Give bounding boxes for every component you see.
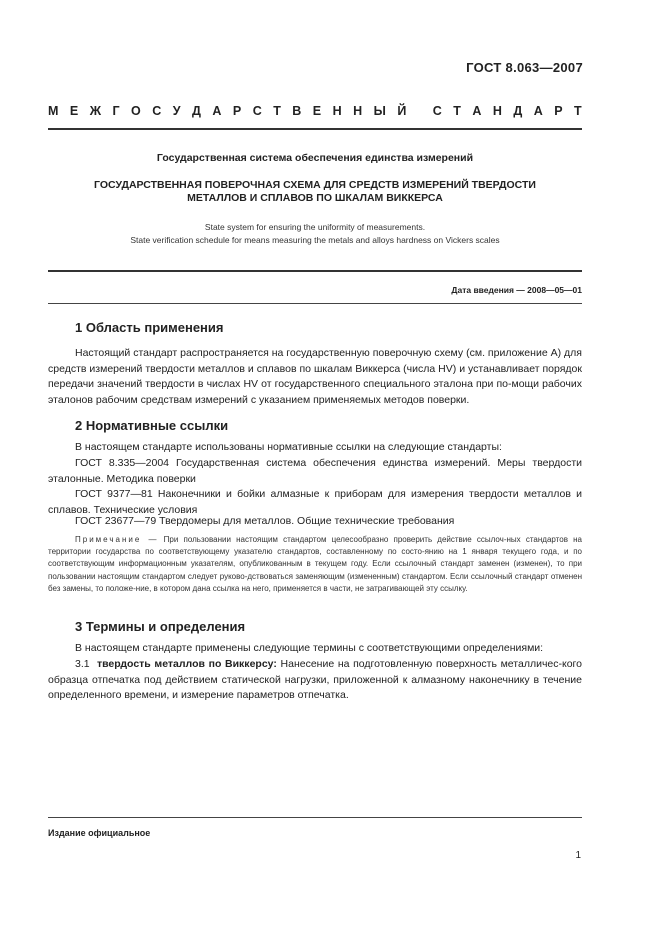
english-title-line-1: State system for ensuring the uniformity of measurements.: [204, 222, 426, 232]
banner-letter: Ы: [373, 104, 386, 118]
banner-letter: Д: [192, 104, 201, 118]
banner-letter: А: [212, 104, 222, 118]
note-label: Примечание —: [75, 535, 159, 544]
reference-3: ГОСТ 23677—79 Твердомеры для металлов. Общие технические требования: [75, 515, 455, 527]
note-text: При пользовании настоящим стандартом целесообразно проверить действие ссылоч-ных стандартов на территории государства по соответствующему указателю стандартов, составленному по состо-янию на 1 января текущего года, и по соответствующим информационным указателям, опубликованным в текущем году. Если ссылочный стандарт заменен (изменен), то при пользовании настоящим стандартом следует руково-дствоваться заменяющим (измененным) стандартом. Если ссылочный стандарт отменен без замены, то положе-ние, в котором дана ссылка на него, применяется в части, не затрагивающей эту ссылку.: [48, 535, 582, 593]
banner-letter: Е: [69, 104, 79, 118]
main-title: [48, 179, 582, 205]
banner-letter: Ж: [89, 104, 102, 118]
title-divider: [48, 270, 582, 272]
banner-letter: О: [131, 104, 141, 118]
note-block: [48, 534, 582, 595]
header-divider: [48, 128, 582, 130]
banner-letter: С: [152, 104, 162, 118]
term-number: 3.1: [75, 658, 90, 670]
date-divider: [48, 303, 582, 304]
banner-letter: Т: [574, 104, 582, 118]
banner-letter: Е: [312, 104, 322, 118]
banner-letter: У: [172, 104, 181, 118]
banner-letter: А: [472, 104, 482, 118]
banner-letter: Н: [332, 104, 342, 118]
banner-letter: Р: [554, 104, 563, 118]
introduction-date: Дата введения — 2008—05—01: [451, 285, 582, 295]
edition-label: Издание официальное: [48, 828, 151, 838]
term-definition: Нанесение на подготовленную поверхность металличес-кого образца отпечатка под действием статической нагрузки, приложенной к алмазному наконечнику в течение определенного времени, и измерение параметров отпечатка.: [48, 658, 582, 701]
banner-letter: Д: [513, 104, 523, 118]
section-2-heading: 2 Нормативные ссылки: [75, 418, 229, 433]
reference-1: ГОСТ 8.335—2004 Государственная система обеспечения единства измерений. Меры твердости эталонные. Методика поверки: [48, 457, 582, 485]
term-name: твердость металлов по Виккерсу:: [96, 658, 277, 670]
banner-letter: Т: [273, 104, 281, 118]
banner-letter: Т: [453, 104, 461, 118]
page-number: 1: [575, 850, 581, 861]
banner-letter: А: [533, 104, 543, 118]
term-3-1: [48, 657, 582, 704]
banner-letter: Г: [112, 104, 120, 118]
section-2-intro: В настоящем стандарте использованы нормативные ссылки на следующие стандарты:: [75, 441, 502, 453]
banner-letter: В: [292, 104, 302, 118]
english-title-line-2: State verification schedule for means measuring the metals and alloys hardness on Vickers scales: [130, 234, 500, 245]
banner-letter: С: [252, 104, 262, 118]
section-1-text: Настоящий стандарт распространяется на государственную поверочную схему (см. приложение А) для средств измерений твердости металлов и сплавов по шкалам Виккерса (числа HV) и устанавливает порядок передачи значений твердости в числах HV от государственного специального эталона при по-мощи рабочих эталонов рабочим средствам измерений с указанием применяемых методов поверки.: [48, 347, 582, 406]
section-3-intro: В настоящем стандарте применены следующие термины с соответствующими определениями:: [75, 642, 544, 654]
banner-letter: С: [432, 104, 442, 118]
english-title: [48, 221, 582, 246]
banner-letter: Й: [397, 104, 407, 118]
footer-divider: [48, 817, 582, 818]
banner-letter: Н: [492, 104, 502, 118]
reference-2: ГОСТ 9377—81 Наконечники и бойки алмазные к приборам для измерения твердости металлов и сплавов. Технические условия: [48, 488, 582, 516]
banner-letter: Р: [232, 104, 242, 118]
main-title-line-2: МЕТАЛЛОВ И СПЛАВОВ ПО ШКАЛАМ ВИККЕРСА: [187, 192, 443, 204]
document-number: ГОСТ 8.063—2007: [466, 60, 583, 75]
banner-letter: [418, 104, 421, 118]
banner-letter: М: [48, 104, 59, 118]
banner-letter: Н: [353, 104, 363, 118]
section-3-heading: 3 Термины и определения: [75, 619, 246, 634]
system-title: Государственная система обеспечения единства измерений: [156, 152, 474, 164]
standard-banner: [48, 104, 582, 118]
section-1-heading: 1 Область применения: [75, 320, 224, 335]
main-title-line-1: ГОСУДАРСТВЕННАЯ ПОВЕРОЧНАЯ СХЕМА ДЛЯ СРЕДСТВ ИЗМЕРЕНИЙ ТВЕРДОСТИ: [94, 179, 536, 191]
